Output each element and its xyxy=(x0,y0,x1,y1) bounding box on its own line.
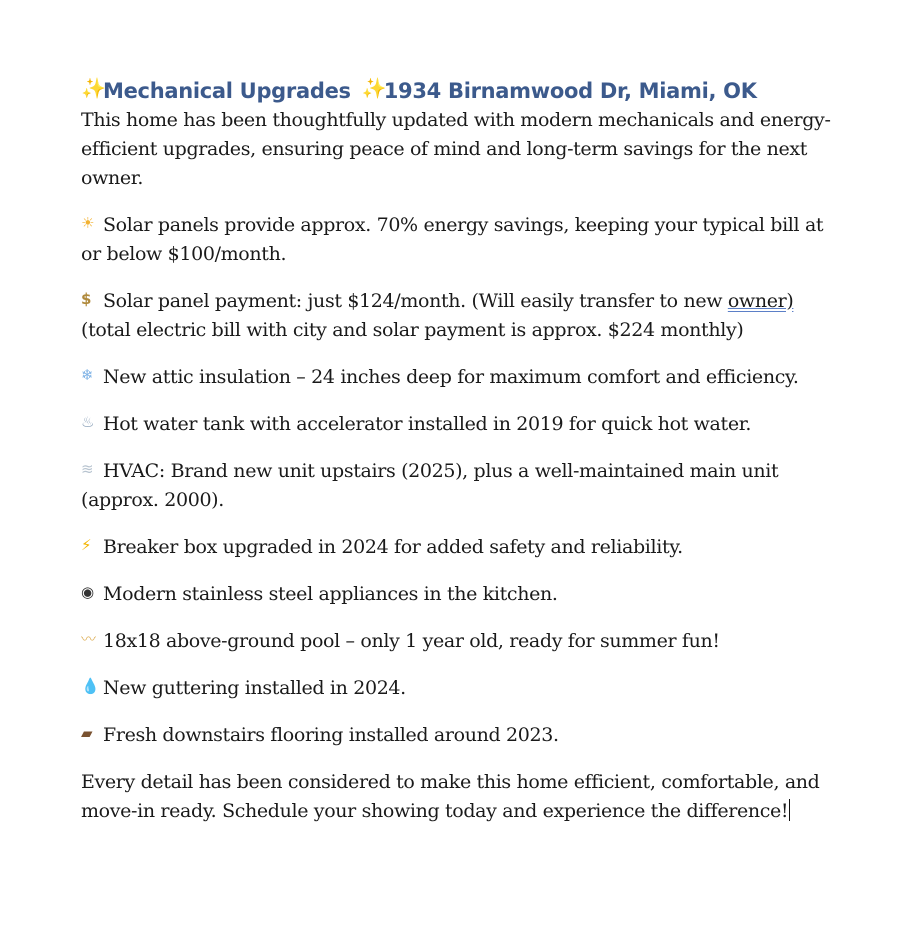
text-cursor xyxy=(789,799,790,821)
wind-icon: ≋ xyxy=(81,460,94,478)
sparkles-icon: ✨ xyxy=(361,76,387,100)
bullet-solar-payment: $ Solar panel payment: just $124/month. (Will easily transfer to new owner) (total electric bill with city and solar payment is approx. $224 monthly) xyxy=(81,290,794,341)
bullet-guttering: 💧 New guttering installed in 2024. xyxy=(81,677,406,699)
bullet-appliances: ◉ Modern stainless steel appliances in the kitchen. xyxy=(81,583,558,605)
lightning-icon: ⚡ xyxy=(81,536,92,554)
bullet-hot-water: ♨ Hot water tank with accelerator installed in 2019 for quick hot water. xyxy=(81,413,752,435)
shower-icon: ♨ xyxy=(81,413,95,431)
sun-icon: ☀ xyxy=(81,214,95,232)
bullet-pool: 〰 18x18 above-ground pool – only 1 year old, ready for summer fun! xyxy=(81,630,720,652)
closing-paragraph[interactable]: Every detail has been considered to make this home efficient, comfortable, and move-in ready. Schedule your showing today and experience the difference! xyxy=(81,771,820,822)
intro-paragraph: This home has been thoughtfully updated with modern mechanicals and energy-efficient upgrades, ensuring peace of mind and long-term savings for the next owner. xyxy=(81,109,831,189)
owner-link-text: owner) xyxy=(727,290,794,312)
wood-icon: ▰ xyxy=(81,724,93,742)
section-heading xyxy=(81,76,841,106)
money-bag-icon: $ xyxy=(81,290,92,308)
bullet-flooring: ▰ Fresh downstairs flooring installed around 2023. xyxy=(81,724,559,746)
heading-address: 1934 Birnamwood Dr, Miami, OK xyxy=(383,79,757,103)
swimmer-icon: 〰 xyxy=(81,630,96,648)
bullet-solar-savings: ☀ Solar panels provide approx. 70% energy savings, keeping your typical bill at or below $100/month. xyxy=(81,214,824,265)
bullet-insulation: ❄ New attic insulation – 24 inches deep for maximum comfort and efficiency. xyxy=(81,366,799,388)
droplets-icon: 💧 xyxy=(81,677,100,695)
document-page xyxy=(81,76,841,826)
heading-title: Mechanical Upgrades xyxy=(103,79,351,103)
bullet-breaker: ⚡ Breaker box upgraded in 2024 for added safety and reliability. xyxy=(81,536,683,558)
snowflake-icon: ❄ xyxy=(81,366,94,384)
bullet-hvac: ≋ HVAC: Brand new unit upstairs (2025), plus a well-maintained main unit (approx. 2000). xyxy=(81,460,779,511)
frying-pan-icon: ◉ xyxy=(81,583,94,601)
sparkles-icon: ✨ xyxy=(81,76,106,100)
